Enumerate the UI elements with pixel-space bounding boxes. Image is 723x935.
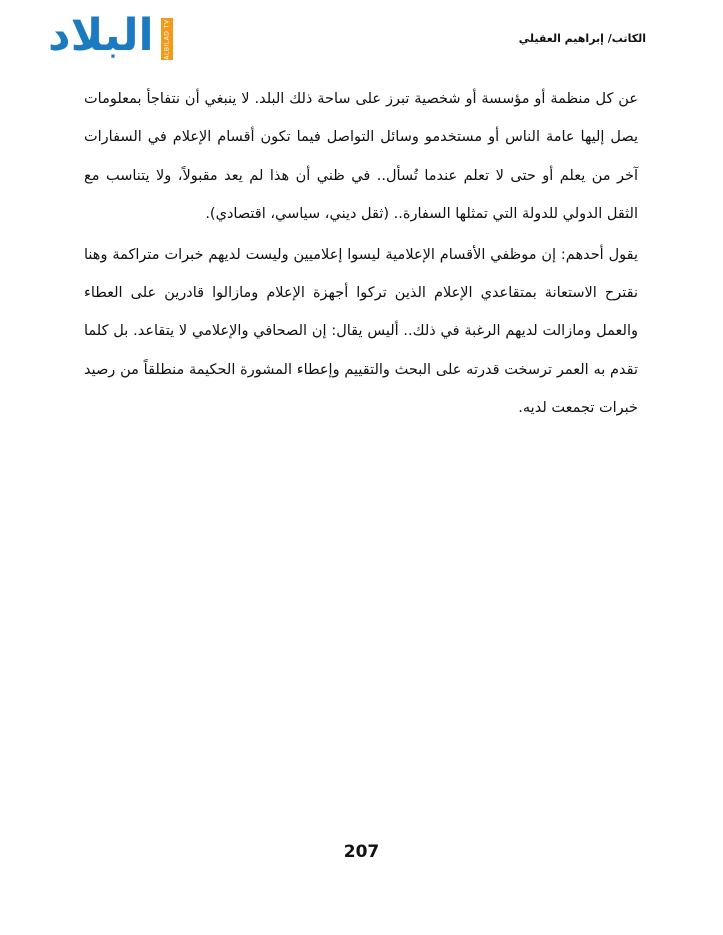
- logo-tag-text: ALBILAD TV: [163, 18, 171, 60]
- logo-tv-tag: [161, 18, 173, 60]
- author-line: الكاتب/ إبراهيم العقيلي: [518, 32, 646, 45]
- paragraph-2: يقول أحدهم: إن موظفي الأقسام الإعلامية ليسوا إعلاميين وليست لديهم خبرات متراكمة وهنا نقترح الاستعانة بمتقاعدي الإعلام الذين تركوا أجهزة الإعلام ومازالوا قادرين على العطاء والعمل ومازالت لديهم الرغبة في ذلك.. أليس يقال: إن الصحافي والإعلامي لا يتقاعد. بل كلما تقدم به العمر ترسخت قدرته على البحث والتقييم وإعطاء المشورة الحكيمة منطلقاً من رصيد خبرات تجمعت لديه.: [84, 246, 638, 417]
- article-body: [84, 80, 638, 428]
- logo-wordmark: البلاد: [48, 10, 154, 61]
- paragraph-1: عن كل منظمة أو مؤسسة أو شخصية تبرز على ساحة ذلك البلد. لا ينبغي أن نتفاجأ بمعلومات يصل إليها عامة الناس أو مستخدمو وسائل التواصل فيما تكون أقسام الإعلام في السفارات آخر من يعلم أو حتى لا تعلم عندما تُسأل.. في ظني أن هذا لم يعد مقبولاً، ولا يتناسب مع الثقل الدولي للدولة التي تمثلها السفارة.. (ثقل ديني، سياسي، اقتصادي).: [84, 91, 638, 223]
- albilad-logo: [48, 10, 178, 64]
- page-number: 207: [343, 842, 380, 862]
